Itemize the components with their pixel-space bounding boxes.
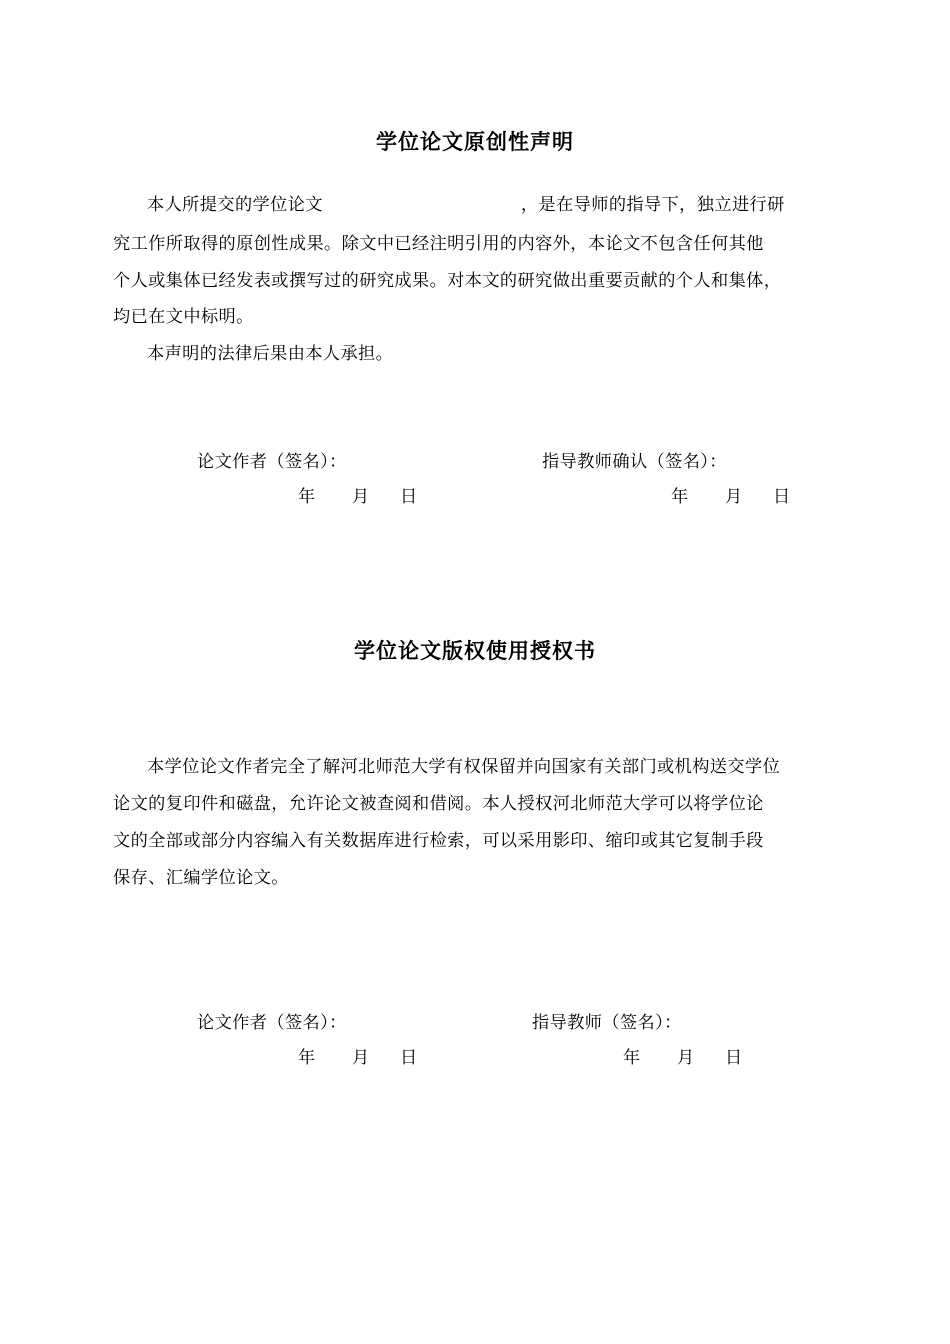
date-year-label: 年 (298, 1048, 316, 1068)
date-year-label: 年 (623, 1048, 641, 1068)
declaration-author-date (298, 482, 417, 507)
declaration-title: 学位论文原创性声明 (376, 130, 574, 154)
authorization-advisor-signature-label: 指导教师（签名）： (532, 1013, 682, 1033)
declaration-author-signature-label: 论文作者（签名）： (197, 452, 347, 472)
date-month-label: 月 (352, 487, 370, 507)
declaration-line-1 (147, 190, 785, 215)
declaration-line-2: 究工作所取得的原创性成果。除文中已经注明引用的内容外，本论文不包含任何其他 (113, 234, 764, 254)
date-year-label: 年 (671, 487, 689, 507)
authorization-author-signature-label: 论文作者（签名）： (197, 1013, 347, 1033)
declaration-advisor-signature-label: 指导教师确认（签名）： (542, 452, 727, 472)
date-day-label: 日 (725, 1048, 743, 1068)
authorization-title: 学位论文版权使用授权书 (354, 639, 596, 663)
date-month-label: 月 (725, 487, 743, 507)
date-day-label: 日 (400, 1048, 418, 1068)
authorization-author-date (298, 1043, 417, 1068)
date-year-label: 年 (298, 487, 316, 507)
authorization-line-2: 论文的复印件和磁盘，允许论文被查阅和借阅。本人授权河北师范大学可以将学位论 (113, 794, 764, 814)
authorization-line-4: 保存、汇编学位论文。 (113, 868, 289, 888)
declaration-line-5: 本声明的法律后果由本人承担。 (147, 344, 394, 364)
declaration-line-1-part-b: ，是在导师的指导下，独立进行研 (520, 195, 785, 215)
declaration-line-1-part-a: 本人所提交的学位论文 (147, 195, 323, 215)
declaration-line-4: 均已在文中标明。 (113, 307, 254, 327)
authorization-line-3: 文的全部或部分内容编入有关数据库进行检索，可以采用影印、缩印或其它复制手段 (113, 831, 764, 851)
authorization-advisor-date (623, 1043, 742, 1068)
declaration-line-3: 个人或集体已经发表或撰写过的研究成果。对本文的研究做出重要贡献的个人和集体， (113, 271, 782, 291)
date-day-label: 日 (773, 487, 791, 507)
declaration-advisor-date (671, 482, 790, 507)
date-day-label: 日 (400, 487, 418, 507)
date-month-label: 月 (352, 1048, 370, 1068)
date-month-label: 月 (677, 1048, 695, 1068)
authorization-line-1: 本学位论文作者完全了解河北师范大学有权保留并向国家有关部门或机构送交学位 (147, 757, 781, 777)
